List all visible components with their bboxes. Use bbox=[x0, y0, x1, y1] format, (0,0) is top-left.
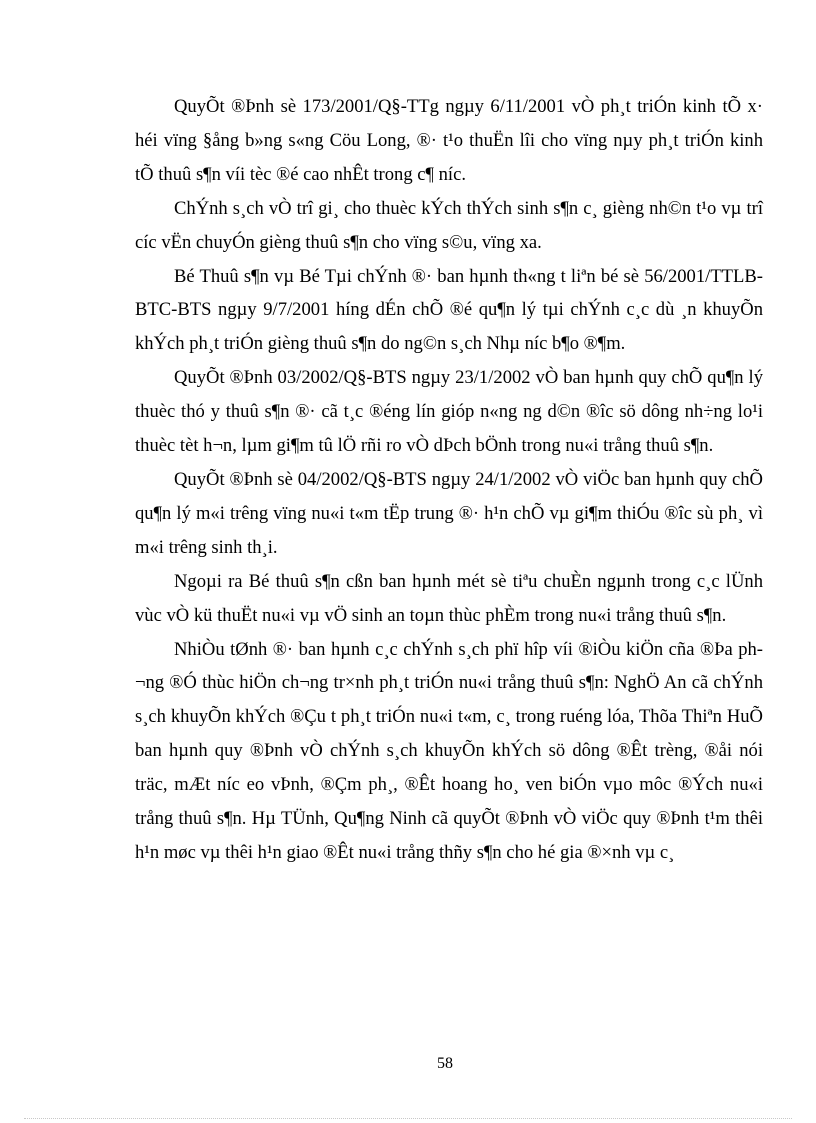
body-text bbox=[135, 90, 763, 870]
page-bottom-divider bbox=[24, 1118, 792, 1119]
paragraph: ChÝnh s¸ch vÒ trî gi¸ cho thuèc kÝch thÝch sinh s¶n c¸ gièng nh©n t¹o vµ trî cíc vËn chuyÓn gièng thuû s¶n cho vïng s©u, vïng xa. bbox=[135, 197, 763, 253]
paragraph: Ngoµi ra Bé thuû s¶n cßn ban hµnh mét sè tiªu chuÈn ngµnh trong c¸c lÜnh vùc vÒ kü thuËt nu«i vµ vÖ sinh an toµn thùc phÈm trong nu«i trång thuû s¶n. bbox=[135, 570, 763, 626]
paragraph: QuyÕt ®Þnh 03/2002/Q§-BTS ngµy 23/1/2002 vÒ ban hµnh quy chÕ qu¶n lý thuèc thó y thuû s¶n ®· cã t¸c ®éng lín gióp n«ng ng d©n ®îc sö dông nh÷ng lo¹i thuèc tèt h¬n, lµm gi¶m tû lÖ rñi ro vÒ dÞch bÖnh trong nu«i trång thuû s¶n. bbox=[135, 367, 763, 457]
paragraph: QuyÕt ®Þnh sè 173/2001/Q§-TTg ngµy 6/11/2001 vÒ ph¸t triÓn kinh tÕ x· héi vïng §ång b»ng s«ng Cöu Long, ®· t¹o thuËn lîi cho vïng nµy ph¸t triÓn kinh tÕ thuû s¶n víi tèc ®é cao nhÊt trong c¶ níc. bbox=[135, 96, 763, 185]
page-number: 58 bbox=[437, 1055, 453, 1072]
paragraph: QuyÕt ®Þnh sè 04/2002/Q§-BTS ngµy 24/1/2002 vÒ viÖc ban hµnh quy chÕ qu¶n lý m«i trêng vïng nu«i t«m tËp trung ®· h¹n chÕ vµ gi¶m thiÓu ®îc sù ph¸ vì m«i trêng sinh th¸i. bbox=[135, 468, 763, 558]
paragraph: Bé Thuû s¶n vµ Bé Tµi chÝnh ®· ban hµnh th«ng t liªn bé sè 56/2001/TTLB-BTC-BTS ngµy 9/7/2001 híng dÉn chÕ ®é qu¶n lý tµi chÝnh c¸c dù ¸n khuyÕn khÝch ph¸t triÓn gièng thuû s¶n do ng©n s¸ch Nhµ níc b¶o ®¶m. bbox=[135, 265, 763, 355]
paragraph: NhiÒu tØnh ®· ban hµnh c¸c chÝnh s¸ch phï hîp víi ®iÒu kiÖn cña ®Þa ph¬ng ®Ó thùc hiÖn ch¬ng tr×nh ph¸t triÓn nu«i trång thuû s¶n: NghÖ An cã chÝnh s¸ch khuyÕn khÝch ®Çu t ph¸t triÓn nu«i t«m, c¸ trong ruéng lóa, Thõa Thiªn HuÕ ban hµnh quy ®Þnh vÒ chÝnh s¸ch khuyÕn khÝch sö dông ®Êt trèng, ®åi nói träc, mÆt níc eo vÞnh, ®Çm ph¸, ®Êt hoang ho¸ ven biÓn vµo môc ®Ých nu«i trång thuû s¶n. Hµ TÜnh, Qu¶ng Ninh cã quyÕt ®Þnh vÒ viÖc quy ®Þnh t¹m thêi h¹n møc vµ thêi h¹n giao ®Êt nu«i trång thñy s¶n cho hé gia ®×nh vµ c¸ bbox=[135, 638, 763, 863]
